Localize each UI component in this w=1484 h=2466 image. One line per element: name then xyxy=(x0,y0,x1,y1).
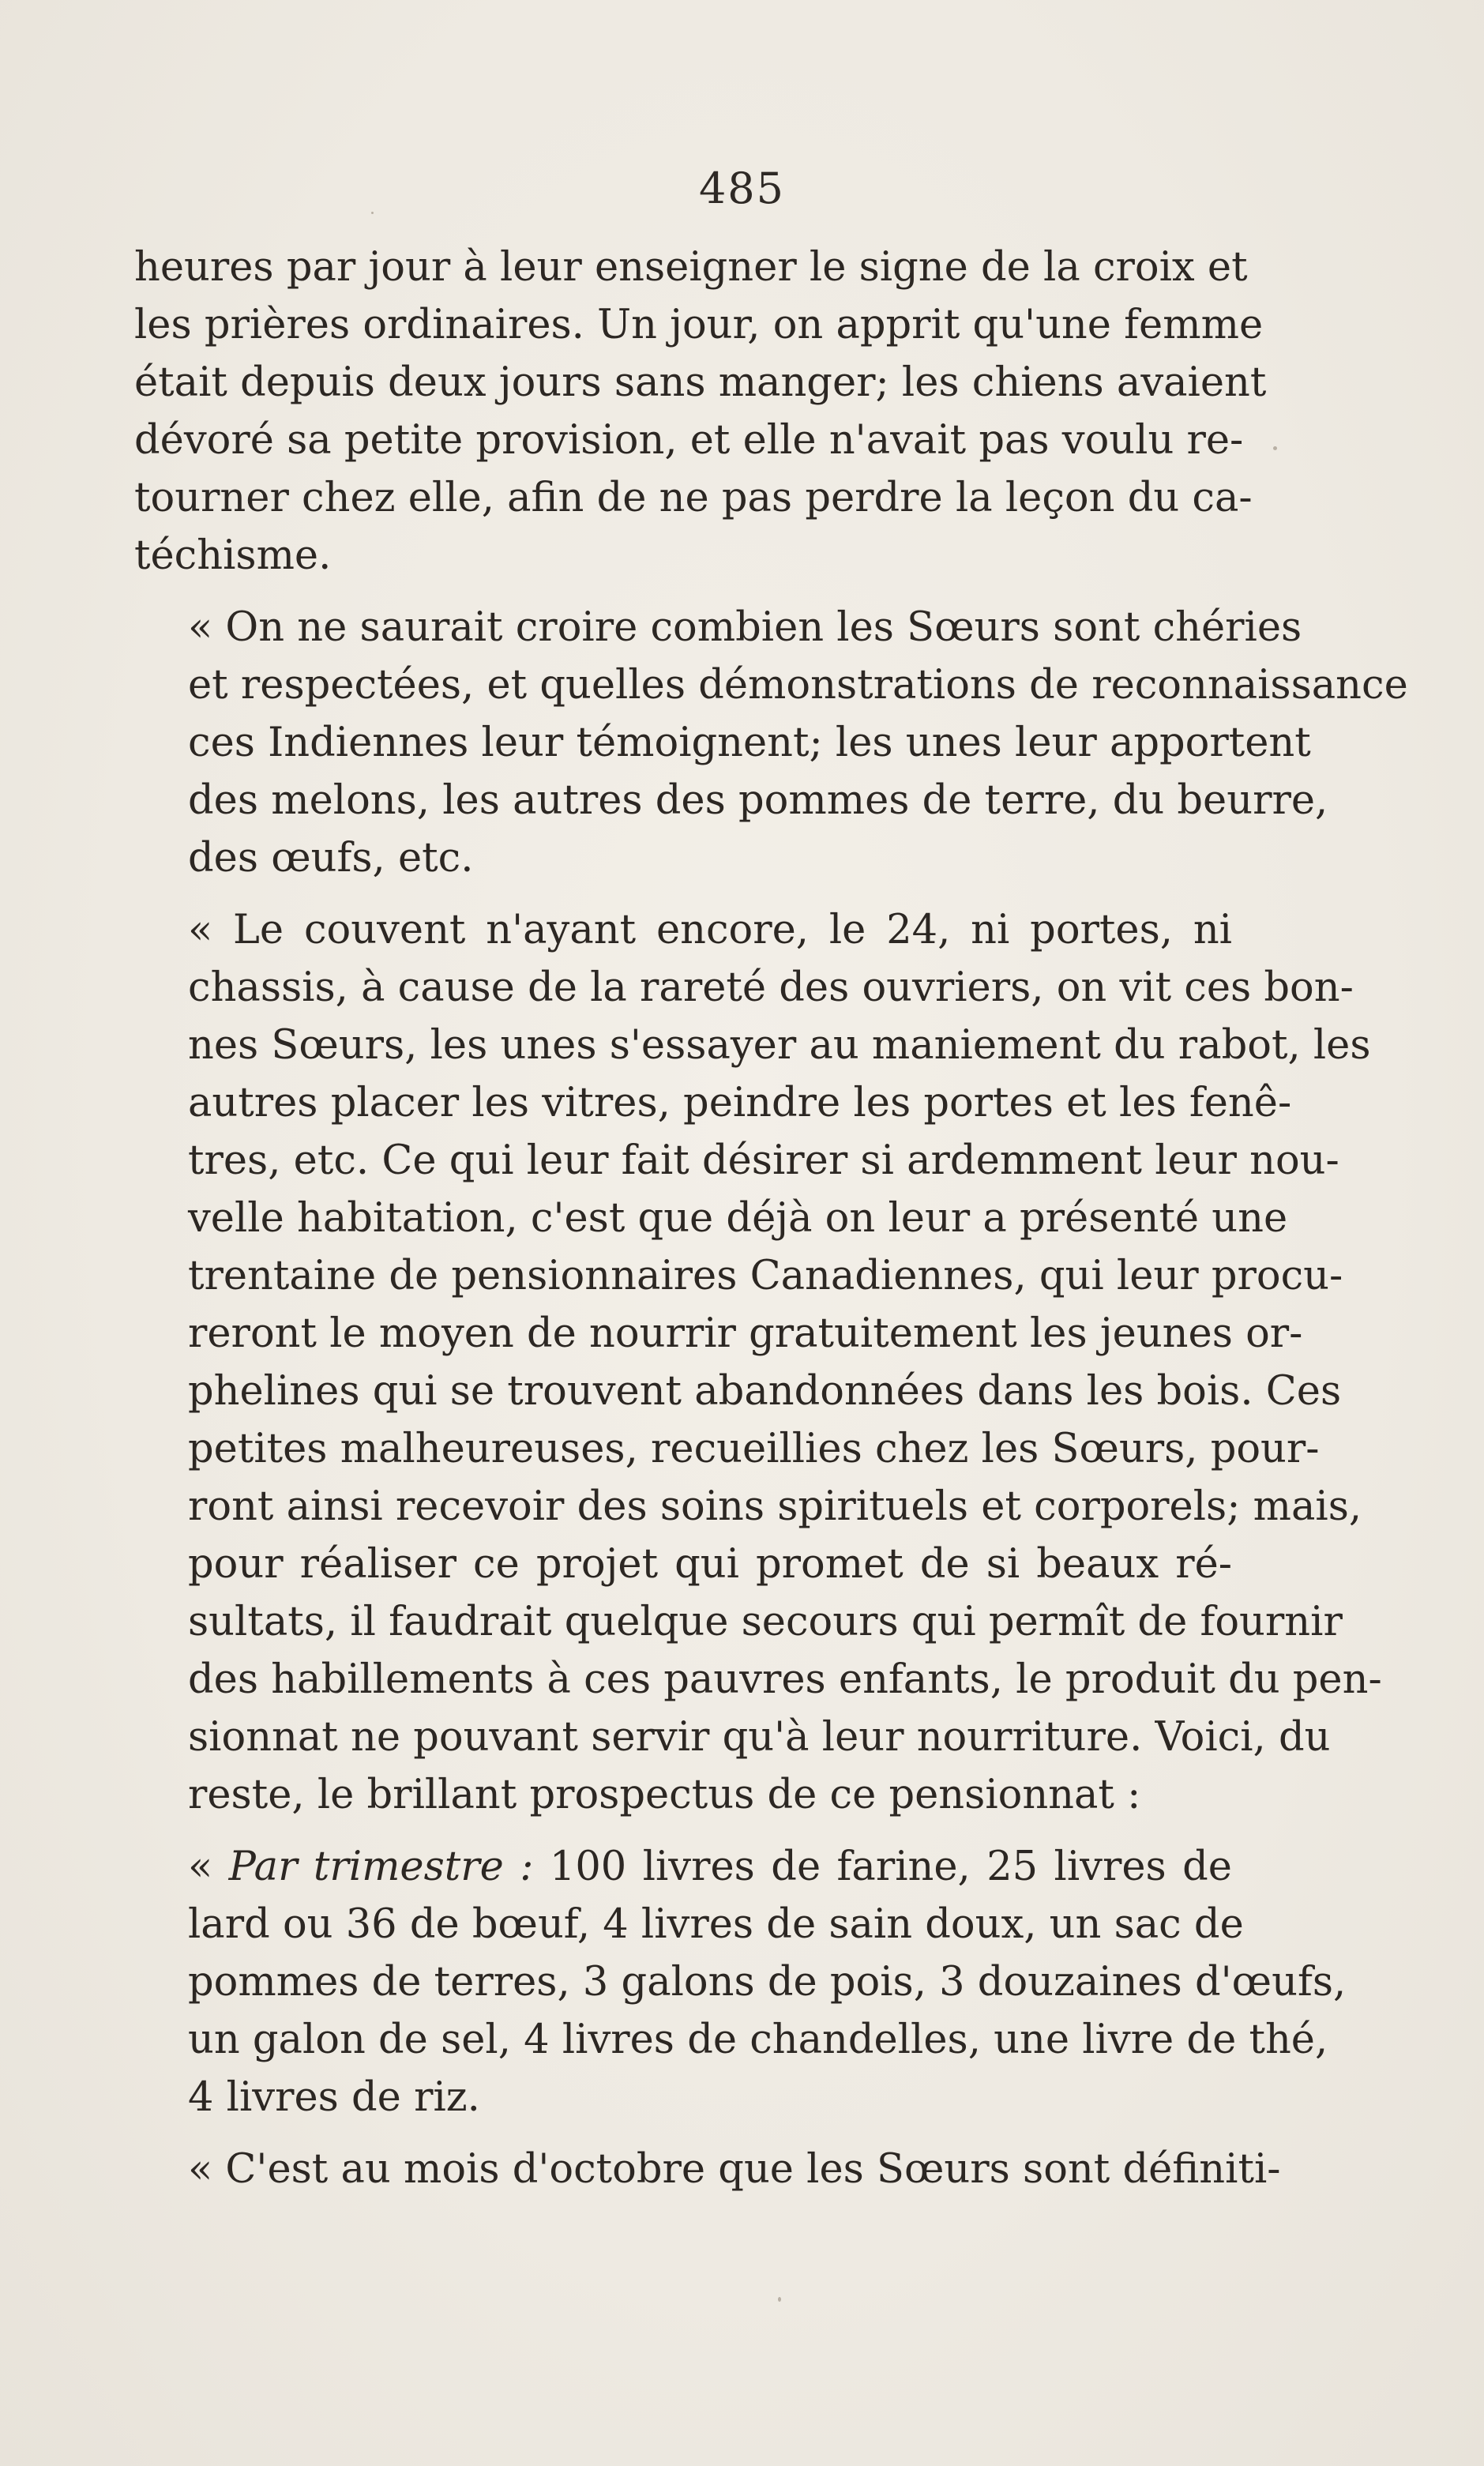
page-number: 485 xyxy=(698,164,786,213)
text-line: lard ou 36 de bœuf, 4 livres de sain doux, un sac de xyxy=(188,1901,1244,1948)
text-line xyxy=(134,1838,1232,1896)
text-line: 4 livres de riz. xyxy=(188,2074,480,2121)
text-line-rest: 100 livres de farine, 25 livres de xyxy=(533,1844,1232,1890)
text-line: était depuis deux jours sans manger; les chiens avaient xyxy=(134,359,1267,406)
paragraph-4 xyxy=(134,1838,1347,2126)
text-line: petites malheureuses, recueillies chez les Sœurs, pour- xyxy=(188,1426,1320,1472)
paper-speck xyxy=(1273,446,1277,450)
emphasis-par-trimestre: Par trimestre : xyxy=(228,1844,534,1890)
text-line: des œufs, etc. xyxy=(188,835,474,882)
paragraph-2 xyxy=(134,599,1408,887)
paragraph-3 xyxy=(134,901,1382,1824)
paper-speck xyxy=(371,212,374,214)
text-line: chassis, à cause de la rareté des ouvriers, on vit ces bon- xyxy=(188,964,1354,1011)
text-line: téchisme. xyxy=(134,532,332,579)
text-line: « C'est au mois d'octobre que les Sœurs sont définiti- xyxy=(188,2146,1281,2193)
text-line: sionnat ne pouvant servir qu'à leur nourriture. Voici, du xyxy=(188,1714,1331,1761)
quote-mark: « xyxy=(188,1844,229,1890)
text-line: sultats, il faudrait quelque secours qui permît de fournir xyxy=(188,1599,1343,1645)
text-line: trentaine de pensionnaires Canadiennes, qui leur procu- xyxy=(188,1253,1343,1299)
paragraph-1 xyxy=(134,239,1267,585)
text-line: ront ainsi recevoir des soins spirituels et corporels; mais, xyxy=(188,1483,1362,1530)
text-line: reste, le brillant prospectus de ce pensionnat : xyxy=(188,1772,1141,1818)
text-line: « Le couvent n'ayant encore, le 24, ni portes, ni xyxy=(188,907,1232,953)
text-line: des melons, les autres des pommes de terre, du beurre, xyxy=(188,777,1328,824)
text-line: velle habitation, c'est que déjà on leur a présenté une xyxy=(188,1195,1288,1242)
paper-speck xyxy=(778,2297,781,2302)
text-line: des habillements à ces pauvres enfants, le produit du pen- xyxy=(188,1656,1382,1703)
text-line: tres, etc. Ce qui leur fait désirer si ardemment leur nou- xyxy=(188,1137,1339,1184)
text-line: dévoré sa petite provision, et elle n'avait pas voulu re- xyxy=(134,417,1244,464)
text-line: les prières ordinaires. Un jour, on apprit qu'une femme xyxy=(134,302,1264,348)
text-line: pour réaliser ce projet qui promet de si beaux ré- xyxy=(188,1541,1232,1588)
text-line: autres placer les vitres, peindre les portes et les fenê- xyxy=(188,1080,1292,1126)
text-line: « On ne saurait croire combien les Sœurs sont chéries xyxy=(188,604,1302,651)
text-line: tourner chez elle, afin de ne pas perdre la leçon du ca- xyxy=(134,475,1253,521)
text-line: ces Indiennes leur témoignent; les unes leur apportent xyxy=(188,720,1311,766)
text-line: reront le moyen de nourrir gratuitement les jeunes or- xyxy=(188,1310,1303,1357)
text-line: pommes de terres, 3 galons de pois, 3 douzaines d'œufs, xyxy=(188,1959,1347,2006)
page-body xyxy=(134,239,1408,2198)
text-line: heures par jour à leur enseigner le signe de la croix et xyxy=(134,244,1248,291)
text-line: nes Sœurs, les unes s'essayer au maniement du rabot, les xyxy=(188,1022,1371,1069)
text-line: un galon de sel, 4 livres de chandelles, une livre de thé, xyxy=(188,2017,1328,2063)
paragraph-5 xyxy=(134,2141,1281,2198)
text-line: et respectées, et quelles démonstrations de reconnaissance xyxy=(188,662,1408,709)
text-line: phelines qui se trouvent abandonnées dans les bois. Ces xyxy=(188,1368,1342,1415)
